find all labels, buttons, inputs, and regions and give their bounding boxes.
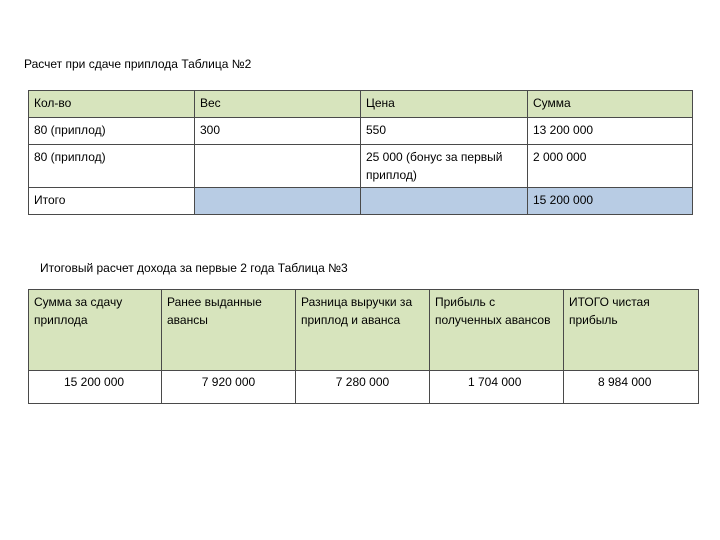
header-quantity: Кол-во <box>29 91 195 118</box>
table-2 <box>28 90 693 215</box>
cell-price: 550 <box>361 118 528 145</box>
header-weight: Вес <box>195 91 361 118</box>
table3-caption: Итоговый расчет дохода за первые 2 года Таблица №3 <box>40 261 348 275</box>
total-empty-cell <box>195 188 361 215</box>
table3-header-row <box>29 290 699 371</box>
cell-offspring-sum: 15 200 000 <box>29 371 162 404</box>
table-row <box>29 371 699 404</box>
table2-caption: Расчет при сдаче приплода Таблица №2 <box>24 57 252 71</box>
header-advances: Ранее выданные авансы <box>162 290 296 371</box>
table-row <box>29 145 693 188</box>
header-sum: Сумма <box>528 91 693 118</box>
cell-sum: 13 200 000 <box>528 118 693 145</box>
cell-sum: 2 000 000 <box>528 145 693 188</box>
cell-advances: 7 920 000 <box>162 371 296 404</box>
table-row <box>29 118 693 145</box>
cell-advance-profit: 1 704 000 <box>430 371 564 404</box>
cell-weight <box>195 145 361 188</box>
table-3 <box>28 289 699 404</box>
header-advance-profit: Прибыль с полученных авансов <box>430 290 564 371</box>
cell-weight: 300 <box>195 118 361 145</box>
cell-quantity: 80 (приплод) <box>29 145 195 188</box>
cell-quantity: 80 (приплод) <box>29 118 195 145</box>
cell-price: 25 000 (бонус за первый приплод) <box>361 145 528 188</box>
cell-net-profit: 8 984 000 <box>564 371 699 404</box>
header-price: Цена <box>361 91 528 118</box>
cell-difference: 7 280 000 <box>296 371 430 404</box>
header-offspring-sum: Сумма за сдачу приплода <box>29 290 162 371</box>
table2-total-row <box>29 188 693 215</box>
total-empty-cell <box>361 188 528 215</box>
header-net-profit: ИТОГО чистая прибыль <box>564 290 699 371</box>
table2-header-row <box>29 91 693 118</box>
total-label: Итого <box>29 188 195 215</box>
header-difference: Разница выручки за приплод и аванса <box>296 290 430 371</box>
total-value: 15 200 000 <box>528 188 693 215</box>
